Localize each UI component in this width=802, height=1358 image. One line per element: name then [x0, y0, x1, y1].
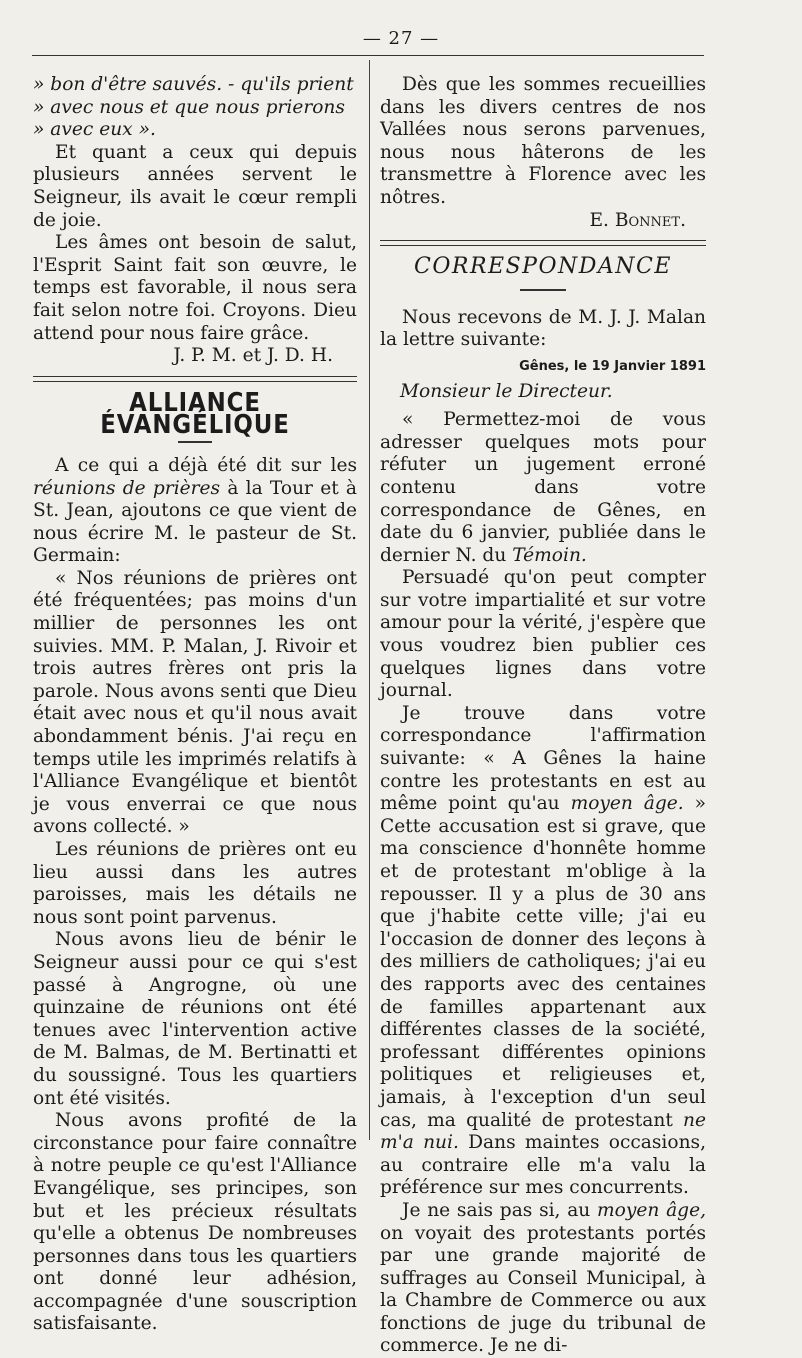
text-run: Dans maintes occasions, au contraire elle m'a valu la préférence sur mes concurrents. [380, 1132, 707, 1199]
paragraph: Les réunions de prières ont eu lieu aussi dans les autres paroisses, mais les détails ne nous sont point parvenus. [33, 839, 357, 928]
page-number: — 27 — [362, 28, 440, 49]
emphasis: ne m'a nui. [380, 1109, 706, 1154]
section-title: CORRESPONDANCE [414, 254, 672, 280]
paragraph: Nous recevons de M. J. J. Malan la lettre suivante: [380, 306, 706, 351]
section-rule [380, 240, 706, 246]
signature: E. Bonnet. [589, 209, 686, 231]
text-run: à la Tour et à St. Jean, ajoutons ce que vient de nous écrire M. le pasteur de St. Germain: [33, 477, 357, 567]
paragraph: Nous avons lieu de bénir le Seigneur aussi pour ce qui s'est passé à Angrogne, où une quinzaine de réunions ont été tenues avec l'intervention active de M. Balmas, de M. Bertinatti et du soussigné. Tous les quartiers ont été visités. [33, 929, 357, 1109]
paragraph [380, 1200, 706, 1358]
column-divider [369, 60, 370, 1140]
quote-line: » avec nous et que nous prierons [33, 96, 345, 118]
paragraph: Les âmes ont besoin de salut, l'Esprit Saint fait son œuvre, le temps est favorable, il nous sera fait selon notre foi. Croyons. Dieu attend pour nous faire grâce. [33, 232, 357, 344]
quote-line: » avec eux ». [33, 119, 156, 141]
text-run: Je trouve dans votre correspondance l'affirmation suivante: « A Gênes la haine contre les protestants en est au même point qu'au [380, 702, 706, 815]
ornament-dash [520, 289, 566, 291]
paragraph: Dès que les sommes recueillies dans les divers centres de nos Vallées nous serons parvenues, nous nous hâterons de les transmettre à Florence avec les nôtres. [380, 74, 706, 208]
paragraph [33, 455, 357, 568]
emphasis: moyen âge, [597, 1199, 706, 1221]
dateline: Gênes, le 19 Janvier 1891 [519, 358, 706, 374]
signature: J. P. M. et J. D. H. [173, 345, 333, 367]
right-column [380, 74, 706, 1358]
text-run: A ce qui a déjà été dit sur les [55, 454, 357, 476]
paragraph: Et quant a ceux qui depuis plusieurs années servent le Seigneur, ils avait le cœur rempli de joie. [33, 141, 357, 231]
text-run: Je ne sais pas si, au [402, 1199, 598, 1221]
quote-line: » bon d'être sauvés. - qu'ils prient [33, 74, 354, 95]
emphasis: Témoin. [512, 544, 587, 566]
paragraph [380, 703, 706, 1200]
salutation: Monsieur le Directeur. [400, 380, 613, 402]
ornament-dash [178, 441, 212, 443]
paragraph: Nous avons profité de la circonstance pour faire connaître à notre peuple ce qu'est l'Alliance Evangélique, ses principes, son but et les précieux résultats qu'elle a obtenus De nombreuses personnes dans tous les quartiers ont donné leur adhésion, accompagnée d'une souscription satisfaisante. [33, 1110, 357, 1335]
text-run: « Permettez-moi de vous adresser quelques mots pour réfuter un jugement erroné contenu dans votre correspondance de Gênes, en date du 6 janvier, publiée dans le dernier N. du [380, 409, 706, 566]
paragraph [380, 409, 706, 567]
header-rule [32, 55, 704, 56]
article-headline: ALLIANCE ÉVANGÉLIQUE [100, 387, 290, 441]
section-rule [33, 376, 357, 382]
paragraph: Persuadé qu'on peut compter sur votre impartialité et sur votre amour pour la vérité, j'espère que vous voudrez bien publier ces quelques lignes dans votre journal. [380, 567, 706, 702]
text-run: on voyait des protestants portés par une grande majorité de suffrages au Conseil Municipal, à la Chambre de Commerce ou aux fonctions de juge du tribunal de commerce. Je ne di- [380, 1222, 706, 1357]
emphasis: moyen âge. [570, 793, 684, 815]
text-run: » Cette accusation est si grave, que ma conscience d'honnête homme et de protestant m'oblige à la repousser. Il y a plus de 30 ans que j'habite cette ville; j'ai eu l'occasion de donner des leçons à des milliers de catholiques; j'ai eu des rapports avec des centaines de familles appartenant aux différentes classes de la société, professant différentes opinions politiques et religieuses et, jamais, à l'exception d'un seul cas, ma qualité de protestant [380, 793, 706, 1131]
left-column [33, 74, 357, 1336]
emphasis: réunions de prières [33, 477, 221, 499]
paragraph: « Nos réunions de prières ont été fréquentées; pas moins d'un millier de personnes les ont suivies. MM. P. Malan, J. Rivoir et trois autres frères ont pris la parole. Nous avons senti que Dieu était avec nous et qu'il nous avait abondamment bénis. J'ai reçu en temps utile les imprimés relatifs à l'Alliance Evangélique et bientôt je vous enverrai ce que nous avons collecté. » [33, 567, 357, 838]
